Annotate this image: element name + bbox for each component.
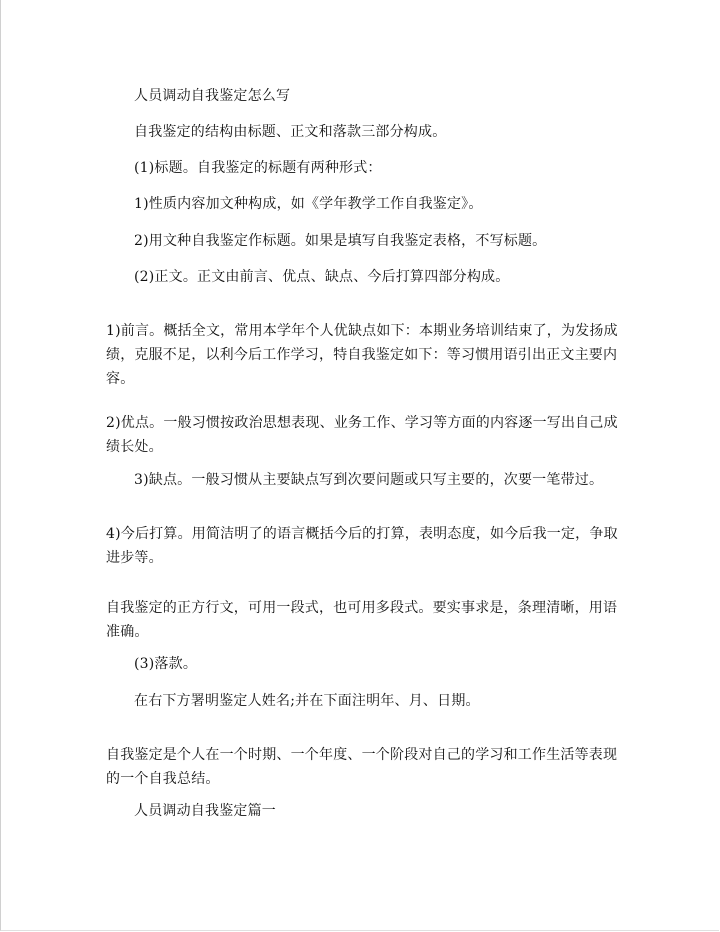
paragraph-heading-title: (1)标题。自我鉴定的标题有两种形式： bbox=[134, 160, 382, 176]
paragraph-weaknesses: 3)缺点。一般习惯从主要缺点写到次要问题或只写主要的，次要一笔带过。 bbox=[134, 472, 604, 488]
document-title: 人员调动自我鉴定怎么写 bbox=[134, 88, 291, 104]
paragraph-title-form-2: 2)用文种自我鉴定作标题。如果是填写自我鉴定表格，不写标题。 bbox=[134, 233, 547, 249]
paragraph-signature-details: 在右下方署明鉴定人姓名;并在下面注明年、月、日期。 bbox=[134, 693, 480, 709]
paragraph-heading-body: (2)正文。正文由前言、优点、缺点、今后打算四部分构成。 bbox=[134, 269, 510, 285]
paragraph-title-form-1: 1)性质内容加文种构成，如《学年教学工作自我鉴定》。 bbox=[134, 196, 483, 212]
section-heading-part-one: 人员调动自我鉴定篇一 bbox=[134, 803, 276, 819]
paragraph-writing-style: 自我鉴定的正方行文，可用一段式，也可用多段式。要实事求是，条理清晰，用语准确。 bbox=[106, 600, 618, 640]
paragraph-future-plans: 4)今后打算。用简洁明了的语言概括今后的打算，表明态度，如今后我一定，争取进步等。 bbox=[106, 526, 618, 566]
paragraph-strengths: 2)优点。一般习惯按政治思想表现、业务工作、学习等方面的内容逐一写出自己成绩长处。 bbox=[106, 415, 618, 455]
paragraph-definition: 自我鉴定是个人在一个时期、一个年度、一个阶段对自己的学习和工作生活等表现的一个自我总结。 bbox=[106, 747, 618, 787]
paragraph-structure: 自我鉴定的结构由标题、正文和落款三部分构成。 bbox=[134, 124, 447, 140]
paragraph-heading-signature: (3)落款。 bbox=[134, 656, 198, 672]
paragraph-preface: 1)前言。概括全文，常用本学年个人优缺点如下：本期业务培训结束了，为发扬成绩，克服不足，以利今后工作学习，特自我鉴定如下：等习惯用语引出正文主要内容。 bbox=[106, 323, 618, 387]
